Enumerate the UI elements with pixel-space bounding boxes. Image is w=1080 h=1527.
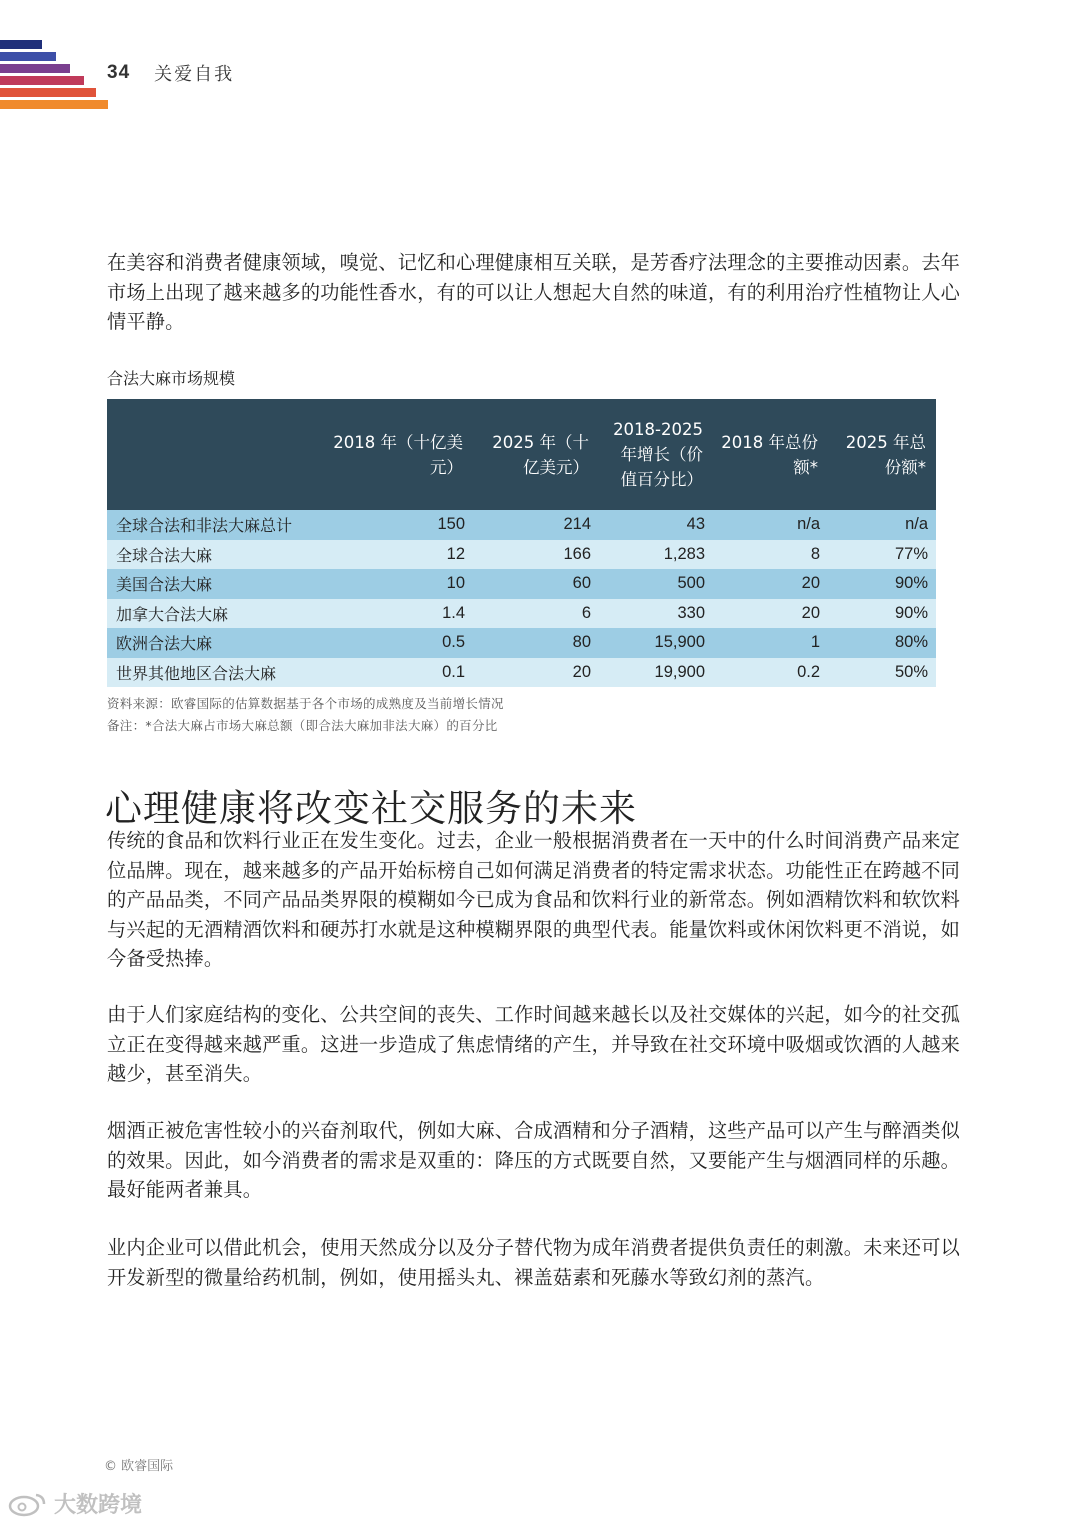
table-value-cell: 80% [894,633,928,652]
table-value-cell: 0.5 [442,633,465,652]
page-number: 34 [107,62,131,83]
table-value-cell: 1 [810,633,820,652]
row-label-cell: 加拿大合法大麻 [116,604,229,624]
copyright-footer: © 欧睿国际 [104,1459,174,1474]
table-value-cell: 15,900 [654,633,705,652]
table-value-cell: 8 [810,544,820,563]
intro-paragraph: 在美容和消费者健康领域，嗅觉、记忆和心理健康相互关联，是芳香疗法理念的主要推动因素。去年市场上出现了越来越多的功能性香水，有的可以让人想起大自然的味道，有的利用治疗性植物让人心情平静。 [107,251,961,333]
table-row [107,510,936,540]
table-value-cell: n/a [797,515,820,534]
weibo-logo-icon [8,1491,48,1517]
header-stripes-decoration [0,40,110,112]
header-cell-2018-value: 2018 年（十亿美元） [333,432,463,477]
table-value-cell: 60 [572,574,591,593]
table-value-cell: 20 [801,574,820,593]
table-header-row [107,399,936,510]
table-value-cell: 150 [437,515,465,534]
table-value-cell: 0.1 [442,662,465,681]
table-value-cell: 330 [677,603,705,622]
row-label-cell: 全球合法和非法大麻总计 [116,516,293,536]
stripe-orange [0,100,108,109]
watermark-text: 大数跨境 [54,1493,143,1518]
cannabis-market-table [107,399,936,687]
table-source-note: 资料来源：欧睿国际的估算数据基于各个市场的成熟度及当前增长情况 [107,696,504,711]
row-label-cell: 美国合法大麻 [116,575,213,595]
row-label-cell: 欧洲合法大麻 [116,634,213,654]
stripe-magenta [0,76,84,85]
stripe-navy [0,40,42,49]
table-row [107,658,936,688]
table-value-cell: 77% [894,544,928,563]
table-value-cell: n/a [905,515,928,534]
table-value-cell: 0.2 [797,662,820,681]
table-value-cell: 43 [686,515,705,534]
table-row [107,628,936,658]
header-cell-2025-value: 2025 年（十亿美元） [492,432,589,477]
header-cell-growth: 2018-2025 年增长（价值百分比） [613,420,703,489]
section-heading: 心理健康将改变社交服务的未来 [105,787,637,830]
table-caption: 合法大麻市场规模 [107,369,236,388]
body-paragraph-4: 业内企业可以借此机会，使用天然成分以及分子替代物为成年消费者提供负责任的刺激。未来还可以开发新型的微量给药机制，例如，使用摇头丸、裸盖菇素和死藤水等致幻剂的蒸汽。 [107,1236,961,1289]
table-value-cell: 19,900 [654,662,705,681]
page-header [107,58,234,88]
watermark [8,1488,142,1519]
table-row [107,569,936,599]
stripe-blue [0,52,56,61]
table-value-cell: 1,283 [663,544,705,563]
table-value-cell: 1.4 [442,603,465,622]
table-value-cell: 214 [563,515,591,534]
table-value-cell: 20 [572,662,591,681]
body-paragraph-3: 烟酒正被危害性较小的兴奋剂取代，例如大麻、合成酒精和分子酒精，这些产品可以产生与醉酒类似的效果。因此，如今消费者的需求是双重的：降压的方式既要自然，又要能产生与烟酒同样的乐趣。最好能两者兼具。 [107,1119,961,1201]
stripe-purple [0,64,70,73]
header-cell-label [107,399,323,510]
table-row [107,599,936,629]
section-title: 关爱自我 [154,64,235,85]
body-paragraph-2: 由于人们家庭结构的变化、公共空间的丧失、工作时间越来越长以及社交媒体的兴起，如今的社交孤立正在变得越来越严重。这进一步造成了焦虑情绪的产生，并导致在社交环境中吸烟或饮酒的人越来越少，甚至消失。 [107,1003,961,1085]
table-value-cell: 500 [677,574,705,593]
table-value-cell: 50% [894,662,928,681]
table-value-cell: 80 [572,633,591,652]
body-paragraph-1: 传统的食品和饮料行业正在发生变化。过去，企业一般根据消费者在一天中的什么时间消费产品来定位品牌。现在，越来越多的产品开始标榜自己如何满足消费者的特定需求状态。功能性正在跨越不同的产品品类，不同产品品类界限的模糊如今已成为食品和饮料行业的新常态。例如酒精饮料和软饮料与兴起的无酒精酒饮料和硬苏打水就是这种模糊界限的典型代表。能量饮料或休闲饮料更不消说，如今备受热捧。 [107,829,961,970]
table-value-cell: 10 [446,574,465,593]
table-value-cell: 90% [894,574,928,593]
table-value-cell: 12 [446,544,465,563]
row-label-cell: 世界其他地区合法大麻 [116,663,277,683]
stripe-red [0,88,96,97]
table-value-cell: 166 [563,544,591,563]
table-value-cell: 20 [801,603,820,622]
row-label-cell: 全球合法大麻 [116,545,213,565]
header-cell-2025-share: 2025 年总份额* [845,432,926,477]
table-row [107,540,936,570]
header-cell-2018-share: 2018 年总份额* [721,432,818,477]
table-value-cell: 6 [581,603,591,622]
table-remark-note: 备注：*合法大麻占市场大麻总额（即合法大麻加非法大麻）的百分比 [107,718,498,733]
table-value-cell: 90% [894,603,928,622]
